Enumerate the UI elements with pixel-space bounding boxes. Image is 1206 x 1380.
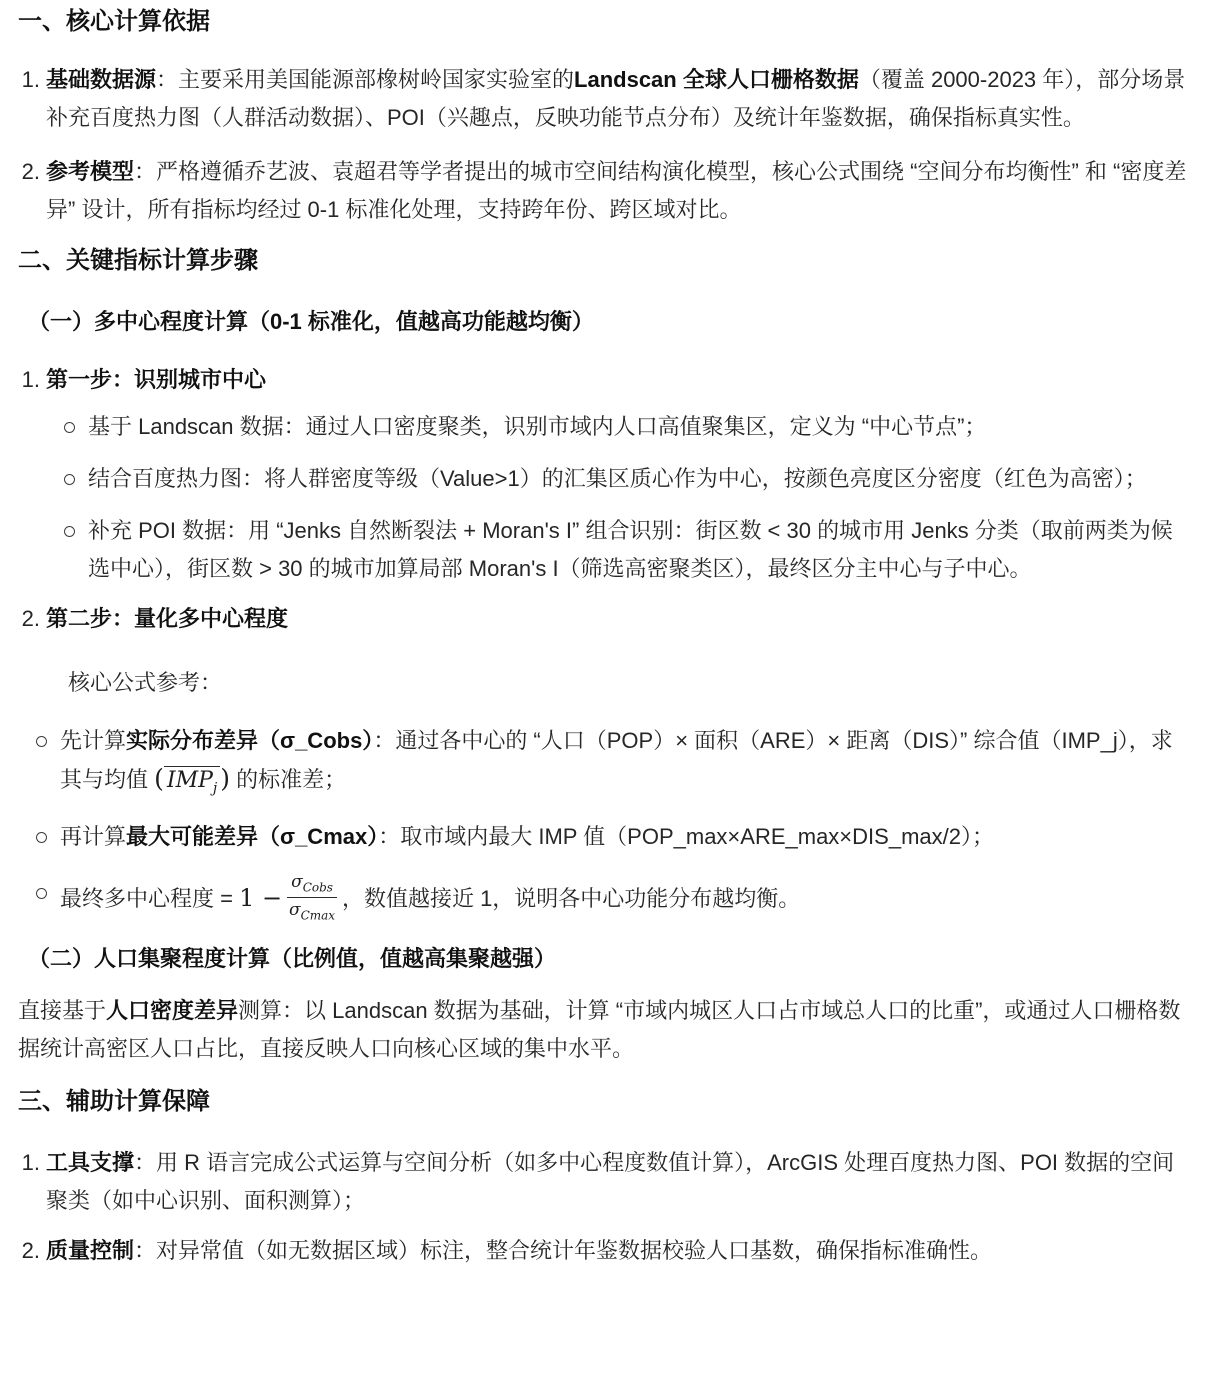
section-2-heading: 二、关键指标计算步骤	[18, 247, 258, 274]
list-item-data-source	[18, 61, 1190, 137]
bold-run: 最大可能差异（σ_Cmax）	[126, 824, 379, 849]
subsection-2-1-heading: （一）多中心程度计算（0-1 标准化，值越高功能越均衡）	[28, 309, 594, 334]
math-subscript: j	[212, 780, 218, 797]
text-run: ：取市域内最大 IMP 值（POP_max×ARE_max×DIS_max/2）；	[378, 824, 994, 849]
bold-run: 工具支撑	[46, 1149, 135, 1175]
list-marker: 2.	[21, 606, 40, 631]
bullet-dot-icon	[64, 526, 75, 537]
list-item-content	[46, 600, 1190, 638]
list-item	[18, 722, 1190, 800]
text-run: ：用 R 语言完成公式运算与空间分析（如多中心程度数值计算），ArcGIS 处理百度热力图、POI 数据的空间聚类（如中心识别、面积测算）；	[46, 1149, 1175, 1213]
fraction-numerator	[287, 872, 337, 898]
math-paren: (	[154, 764, 164, 793]
step1-title: 第一步：识别城市中心	[46, 367, 267, 392]
math-polycentricity-formula	[239, 872, 342, 923]
section-3-heading: 三、辅助计算保障	[18, 1087, 210, 1115]
bold-run: 参考模型	[46, 159, 135, 184]
list-marker: 1.	[21, 67, 40, 92]
list-marker: 2.	[21, 159, 40, 184]
bullet-dot-icon	[64, 474, 75, 485]
list-item-step1	[18, 361, 1190, 588]
bullet-dot-icon	[36, 888, 47, 899]
bold-run: Landscan 全球人口栅格数据	[574, 67, 859, 92]
bullet-text	[60, 874, 1190, 926]
list-item-tool-support	[18, 1144, 1190, 1220]
text-run: ：严格遵循乔艺波、袁超君等学者提出的城市空间结构演化模型，核心公式围绕 “空间分布均衡性” 和 “密度差异” 设计，所有指标均经过 0-1 标准化处理，支持跨年份、跨区域对比。	[46, 159, 1187, 222]
text-run: ：通过各中心的 “人口（POP）× 面积（ARE）× 距离（DIS）” 综合值（IMP_j），求其与均值	[60, 728, 1173, 792]
list-item-step2	[18, 600, 1190, 638]
math-identifier: σ	[288, 900, 301, 921]
bullet-dot-icon	[64, 422, 75, 433]
list-marker: 1.	[21, 1149, 40, 1175]
list-item-content	[46, 1144, 1190, 1220]
text-run: 测算：以 Landscan 数据为基础，计算 “市域内城区人口占市域总人口的比重”，或通过人口栅格数据统计高密区人口占比，直接反映人口向核心区域的集中水平。	[18, 997, 1181, 1061]
math-mean-imp	[154, 764, 231, 797]
text-run: 最终多中心程度 =	[60, 885, 240, 911]
formula-intro: 核心公式参考：	[68, 670, 223, 695]
text-run: 再计算	[60, 824, 127, 849]
math-subscript: Cmax	[300, 908, 336, 923]
list-item-content	[46, 1232, 1190, 1270]
text-run: （覆盖 2000-2023 年），部分场景补充百度热力图（人群活动数据）、POI（兴趣点，反映功能节点分布）及统计年鉴数据，确保指标真实性。	[46, 67, 1186, 130]
list-marker: 1.	[21, 367, 40, 392]
bullet-text: 基于 Landscan 数据：通过人口密度聚类，识别市域内人口高值聚集区，定义为 “中心节点”；	[88, 414, 987, 439]
bullet-text	[60, 722, 1190, 800]
fraction-denominator	[287, 898, 337, 923]
text-run: ，数值越接近 1，说明各中心功能分布越均衡。	[341, 885, 801, 911]
agglomeration-paragraph	[18, 992, 1190, 1068]
math-overline	[164, 766, 220, 797]
list-item-quality-control	[18, 1232, 1190, 1270]
bold-run: 人口密度差异	[106, 997, 239, 1023]
list-marker: 2.	[21, 1237, 40, 1263]
list-item	[18, 874, 1190, 926]
subsection-2-2-heading: （二）人口集聚程度计算（比例值，值越高集聚越强）	[28, 945, 557, 971]
list-item-content	[46, 61, 1190, 137]
math-fraction	[287, 872, 337, 924]
bold-run: 基础数据源	[46, 67, 157, 92]
bullet-text	[60, 818, 1190, 856]
math-subscript: Cobs	[302, 880, 333, 895]
section-1-heading: 一、核心计算依据	[18, 8, 210, 35]
list-item-reference-model	[18, 153, 1190, 229]
list-item	[46, 460, 1190, 498]
math-paren: )	[220, 764, 231, 793]
math-identifier: IMP	[166, 768, 213, 793]
bullet-dot-icon	[36, 736, 47, 747]
list-item	[18, 818, 1190, 856]
bullet-dot-icon	[36, 832, 47, 843]
step1-bullet-list	[46, 408, 1190, 588]
text-run: 直接基于	[18, 997, 107, 1023]
step2-bullet-list	[18, 722, 1190, 926]
list-item-content	[46, 361, 1190, 588]
text-run: ：对异常值（如无数据区域）标注，整合统计年鉴数据校验人口基数，确保指标准确性。	[134, 1237, 993, 1263]
bullet-text: 补充 POI 数据：用 “Jenks 自然断裂法 + Moran's I” 组合识别：街区数 < 30 的城市用 Jenks 分类（取前两类为候选中心），街区数 > 30 的城市加算局部 Moran's I（筛选高密聚类区），最终区分主中心与子中心。	[88, 518, 1173, 581]
list-item-content	[46, 153, 1190, 229]
bold-run: 实际分布差异（σ_Cobs）	[126, 728, 374, 753]
math-identifier: σ	[291, 872, 303, 892]
list-item	[46, 512, 1190, 588]
bullet-text: 结合百度热力图：将人群密度等级（Value>1）的汇集区质心作为中心，按颜色亮度区分密度（红色为高密）；	[88, 466, 1147, 491]
text-run: 的标准差；	[230, 767, 347, 792]
text-run: 先计算	[60, 728, 127, 753]
list-item	[46, 408, 1190, 446]
step2-title: 第二步：量化多中心程度	[46, 606, 289, 631]
math-lead: 1 −	[239, 883, 283, 912]
bold-run: 质量控制	[46, 1237, 135, 1263]
text-run: ：主要采用美国能源部橡树岭国家实验室的	[156, 67, 575, 92]
